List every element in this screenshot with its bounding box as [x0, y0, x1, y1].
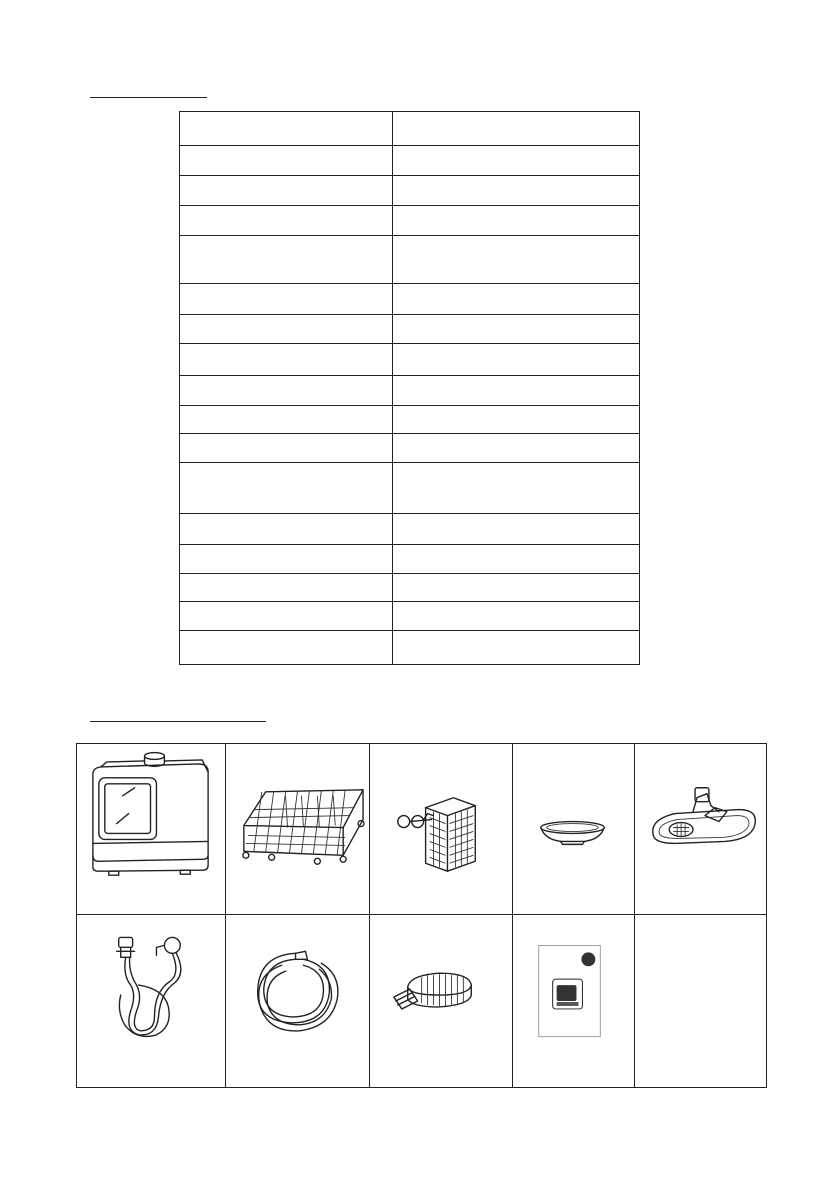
table-row	[180, 545, 640, 574]
table-row	[180, 434, 640, 463]
spec-value	[393, 602, 640, 631]
table-row	[180, 315, 640, 344]
table-row	[180, 574, 640, 602]
spec-value	[393, 463, 640, 514]
specifications-heading-underline	[90, 97, 207, 98]
accessory-cell	[635, 744, 766, 915]
accessory-cell-empty	[635, 915, 766, 1087]
spec-value	[393, 376, 640, 406]
spec-label	[180, 406, 393, 434]
spec-value	[393, 545, 640, 574]
table-row	[180, 406, 640, 434]
table-row	[180, 631, 640, 665]
table-row	[180, 112, 640, 146]
spec-value	[393, 236, 640, 284]
spec-label	[180, 545, 393, 574]
accessory-cell	[370, 744, 513, 915]
accessories-heading-underline	[90, 721, 266, 722]
table-row	[180, 344, 640, 376]
table-row	[180, 602, 640, 631]
spec-label	[180, 315, 393, 344]
spec-label	[180, 574, 393, 602]
spec-value	[393, 406, 640, 434]
table-row	[180, 176, 640, 206]
spec-value	[393, 146, 640, 176]
table-row	[180, 146, 640, 176]
spec-label	[180, 514, 393, 545]
spec-value	[393, 176, 640, 206]
spec-value	[393, 514, 640, 545]
spec-label	[180, 602, 393, 631]
spec-label	[180, 146, 393, 176]
accessories-grid	[76, 743, 767, 1088]
spec-value	[393, 631, 640, 665]
spec-label	[180, 176, 393, 206]
spec-label	[180, 344, 393, 376]
spec-value	[393, 574, 640, 602]
accessory-cell	[370, 915, 513, 1087]
spec-label	[180, 434, 393, 463]
accessory-cell	[226, 744, 370, 915]
accessory-cell	[513, 744, 635, 915]
accessory-cell	[77, 744, 226, 915]
accessory-cell	[513, 915, 635, 1087]
table-row	[180, 463, 640, 514]
spec-label	[180, 112, 393, 146]
spec-label	[180, 206, 393, 236]
spec-value	[393, 344, 640, 376]
table-row	[180, 514, 640, 545]
spec-label	[180, 376, 393, 406]
spec-value	[393, 284, 640, 315]
spec-value	[393, 112, 640, 146]
table-row	[180, 376, 640, 406]
spec-value	[393, 315, 640, 344]
table-row	[180, 206, 640, 236]
specifications-table	[179, 111, 640, 665]
spec-label	[180, 463, 393, 514]
table-row	[180, 284, 640, 315]
spec-label	[180, 284, 393, 315]
spec-label	[180, 236, 393, 284]
accessory-cell	[77, 915, 226, 1087]
accessory-cell	[226, 915, 370, 1087]
spec-value	[393, 434, 640, 463]
spec-value	[393, 206, 640, 236]
table-row	[180, 236, 640, 284]
spec-label	[180, 631, 393, 665]
